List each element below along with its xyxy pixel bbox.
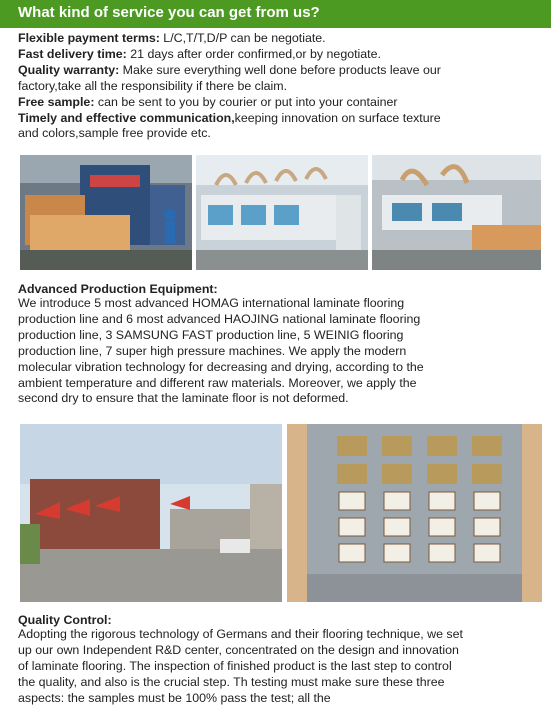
factory-press-photo (20, 155, 192, 270)
certificate-wall-photo (287, 424, 542, 602)
service-item-warranty: Quality warranty: Make sure everything well done before products leave our factory,take all the responsibility if there be claim. (18, 62, 441, 93)
service-list (18, 31, 546, 142)
equipment-heading: Advanced Production Equipment: (18, 282, 218, 296)
equipment-section (18, 282, 448, 407)
factory-cutting-photo (372, 155, 541, 270)
factory-line-photo (196, 155, 368, 270)
service-item-delivery: Fast delivery time: 21 days after order confirmed,or by negotiate. (18, 46, 381, 61)
service-item-payment: Flexible payment terms: L/C,T/T,D/P can be negotiate. (18, 31, 326, 45)
quality-heading: Quality Control: (18, 613, 112, 627)
banner-title: What kind of service you can get from us? (18, 4, 320, 21)
quality-body: Adopting the rigorous technology of Germans and their flooring technique, we set up our own Independent R&D center, concentrated on the design and innovation of laminate flooring. The inspection of finished product is the last step to control the quality, and also is the crucial step. Th testing must make sure these three aspects: the samples must be 100% pass the test; all the (18, 627, 463, 705)
service-item-communication: Timely and effective communication,keeping innovation on surface texture and colors,sample free provide etc. (18, 110, 441, 141)
service-item-sample: Free sample: can be sent to you by courier or put into your container (18, 94, 398, 109)
section-banner (0, 0, 551, 28)
factory-building-photo (20, 424, 282, 602)
quality-section (18, 613, 464, 707)
equipment-body: We introduce 5 most advanced HOMAG international laminate flooring production line and 6 most advanced HAOJING national laminate flooring production line, 3 SAMSUNG FAST production line, 5 WEINIG flooring production line, 7 super high pressure machines. We apply the modern molecular vibration technology for decreasing and drying, according to the ambient temperature and different raw materials. Moreover, we apply the second dry to ensure that the laminate floor is not deformed. (18, 296, 424, 406)
